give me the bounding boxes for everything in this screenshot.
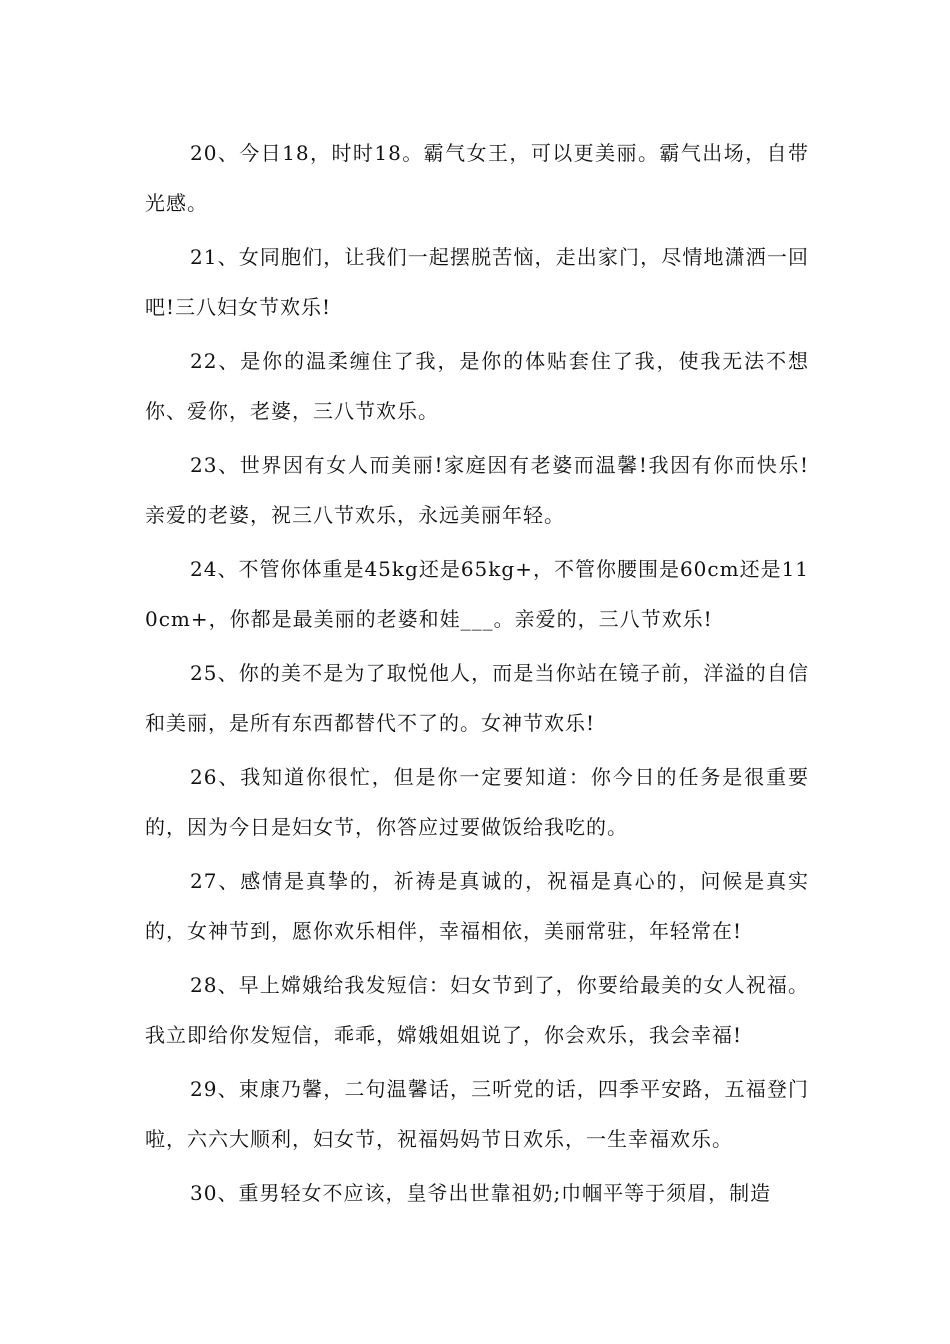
paragraph-25: 25、你的美不是为了取悦他人，而是当你站在镜子前，洋溢的自信和美丽，是所有东西都替代不了的。女神节欢乐!: [145, 661, 809, 735]
paragraph-22: 22、是你的温柔缠住了我，是你的体贴套住了我，使我无法不想你、爱你，老婆，三八节欢乐。: [145, 349, 809, 423]
paragraph-21: 21、女同胞们，让我们一起摆脱苦恼，走出家门，尽情地潇洒一回吧!三八妇女节欢乐!: [145, 245, 809, 319]
document-body: [145, 128, 809, 1222]
paragraph-27: 27、感情是真挚的，祈祷是真诚的，祝福是真心的，问候是真实的，女神节到，愿你欢乐相伴，幸福相依，美丽常驻，年轻常在!: [145, 869, 809, 943]
paragraph-29: 29、束康乃馨，二句温馨话，三听党的话，四季平安路，五福登门啦，六六大顺利，妇女节，祝福妈妈节日欢乐，一生幸福欢乐。: [145, 1077, 809, 1151]
paragraph-24: 24、不管你体重是45kg还是65kg+，不管你腰围是60cm还是110cm+，你都是最美丽的老婆和娃___。亲爱的，三八节欢乐!: [145, 557, 810, 631]
paragraph-23: 23、世界因有女人而美丽!家庭因有老婆而温馨!我因有你而快乐!亲爱的老婆，祝三八节欢乐，永远美丽年轻。: [145, 453, 809, 527]
paragraph-20: 20、今日18，时时18。霸气女王，可以更美丽。霸气出场，自带光感。: [145, 141, 809, 215]
paragraph-26: 26、我知道你很忙，但是你一定要知道：你今日的任务是很重要的，因为今日是妇女节，你答应过要做饭给我吃的。: [145, 765, 809, 839]
paragraph-30: 30、重男轻女不应该，皇爷出世靠祖奶;巾帼平等于须眉，制造: [190, 1181, 772, 1205]
paragraph-28: 28、早上嫦娥给我发短信：妇女节到了，你要给最美的女人祝福。我立即给你发短信，乖乖，嫦娥姐姐说了，你会欢乐，我会幸福!: [145, 973, 809, 1047]
